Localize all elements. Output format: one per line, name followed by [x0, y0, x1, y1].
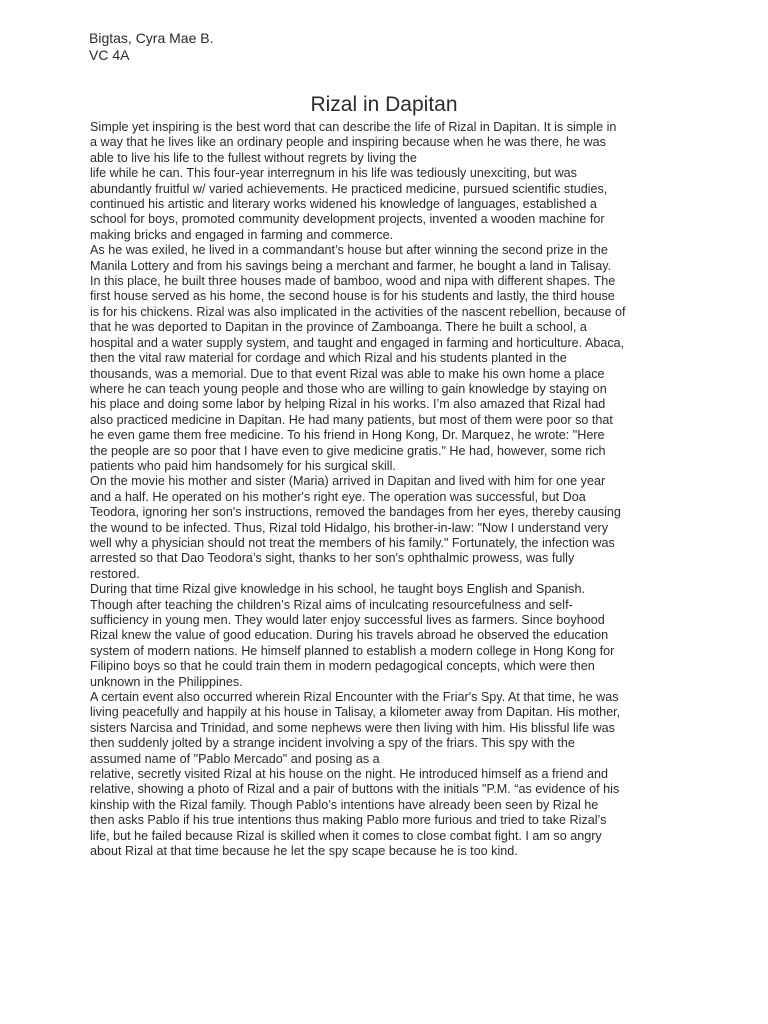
text-line: patients who paid him handsomely for his surgical skill. [90, 458, 396, 473]
text-line: the people are so poor that I have even to give medicine gratis." He had, however, some rich [90, 443, 606, 458]
text-line: Rizal knew the value of good education. During his travels abroad he observed the education [90, 628, 609, 643]
text-line: first house served as his home, the second house is for his students and lastly, the third house [90, 289, 615, 304]
text-line: life, but he failed because Rizal is skilled when it comes to close combat fight. I am so angry [90, 828, 602, 843]
text-line: restored. [90, 566, 140, 581]
text-line: and a half. He operated on his mother's right eye. The operation was successful, but Doa [90, 489, 586, 504]
text-line: On the movie his mother and sister (Maria) arrived in Dapitan and lived with him for one year [90, 474, 606, 489]
text-line: living peacefully and happily at his house in Talisay, a kilometer away from Dapitan. His mother, [90, 705, 621, 720]
text-line: During that time Rizal give knowledge in his school, he taught boys English and Spanish. [90, 582, 585, 597]
text-line: a way that he lives like an ordinary people and inspiring because when he was there, he was [90, 135, 606, 150]
text-line: unknown in the Philippines. [90, 674, 243, 689]
document-title: Rizal in Dapitan [310, 93, 458, 116]
text-line: As he was exiled, he lived in a commandant’s house but after winning the second prize in the [90, 243, 608, 258]
text-line: thousands, was a memorial. Due to that event Rizal was able to make his own home a place [90, 366, 605, 381]
text-line: relative, secretly visited Rizal at his house on the night. He introduced himself as a friend and [90, 767, 609, 782]
text-line: he even game them free medicine. To his friend in Hong Kong, Dr. Marquez, he wrote: "Here [90, 428, 605, 443]
class-section: VC 4A [89, 47, 130, 63]
text-line: sufficiency in young men. They would later enjoy successful lives as farmers. Since boyhood [90, 613, 605, 627]
text-line: able to live his life to the fullest without regrets by living the [90, 150, 417, 165]
text-line: where he can teach young people and those who are willing to gain knowledge by staying on [90, 381, 607, 396]
text-line: Simple yet inspiring is the best word that can describe the life of Rizal in Dapitan. It is simple in [90, 120, 617, 134]
author-name: Bigtas, Cyra Mae B. [89, 30, 214, 46]
text-line: also practiced medicine in Dapitan. He had many patients, but most of them were poor so that [90, 412, 613, 427]
text-line: is for his chickens. Rizal was also implicated in the activities of the nascent rebellion, because of [90, 304, 626, 319]
text-line: Manila Lottery and from his savings being a merchant and farmer, he bought a land in Talisay. [90, 258, 612, 273]
text-line: In this place, he built three houses made of bamboo, wood and nipa with different shapes. The [90, 274, 616, 289]
document-header [89, 30, 214, 64]
text-line: arrested so that Dao Teodora’s sight, thanks to her son's ophthalmic prowess, was fully [90, 551, 575, 566]
text-line: relative, showing a photo of Rizal and a pair of buttons with the initials "P.M. “as evidence of his [90, 782, 620, 797]
text-line: continued his artistic and literary works widened his knowledge of languages, established a [90, 197, 597, 212]
text-line: then the vital raw material for cordage and which Rizal and his students planted in the [90, 351, 567, 366]
text-line: system of modern nations. He himself planned to establish a modern college in Hong Kong for [90, 643, 615, 658]
text-line: Teodora, ignoring her son's instructions, removed the bandages from her eyes, thereby causing [90, 505, 621, 520]
text-line: abundantly fruitful w/ varied achievements. He practiced medicine, pursued scientific studies, [90, 181, 608, 196]
text-line: assumed name of "Pablo Mercado" and posing as a [90, 751, 380, 766]
text-line: the wound to be infected. Thus, Rizal told Hidalgo, his brother-in-law: "Now I understand very [90, 520, 609, 535]
text-line: making bricks and engaged in farming and commerce. [90, 227, 394, 242]
text-line: then suddenly jolted by a strange incident involving a spy of the friars. This spy with the [90, 736, 575, 751]
essay-body [90, 120, 686, 860]
text-line: life while he can. This four-year interregnum in his life was tediously unexciting, but was [90, 166, 577, 181]
text-line: sisters Narcisa and Trinidad, and some nephews were then living with him. His blissful life was [90, 720, 615, 735]
text-line: that he was deported to Dapitan in the province of Zamboanga. There he built a school, a [90, 320, 587, 335]
text-line: Though after teaching the children’s Rizal aims of inculcating resourcefulness and self- [90, 597, 573, 612]
text-line: his place and doing some labor by helping Rizal in his works. I’m also amazed that Rizal had [90, 397, 606, 412]
text-line: kinship with the Rizal family. Though Pablo’s intentions have already been seen by Rizal he [90, 797, 599, 812]
text-line: then asks Pablo if his true intentions thus making Pablo more furious and tried to take Rizal’s [90, 813, 607, 828]
text-line: A certain event also occurred wherein Rizal Encounter with the Friar's Spy. At that time, he was [90, 690, 619, 705]
text-line: about Rizal at that time because he let the spy scape because he is too kind. [90, 844, 518, 859]
text-line: Filipino boys so that he could train them in modern pedagogical concepts, which were then [90, 659, 595, 674]
text-line: school for boys, promoted community development projects, invented a wooden machine for [90, 212, 605, 227]
text-line: well why a physician should not treat the members of his family." Fortunately, the infection was [90, 535, 615, 550]
text-line: hospital and a water supply system, and taught and engaged in farming and horticulture. Abaca, [90, 335, 625, 350]
